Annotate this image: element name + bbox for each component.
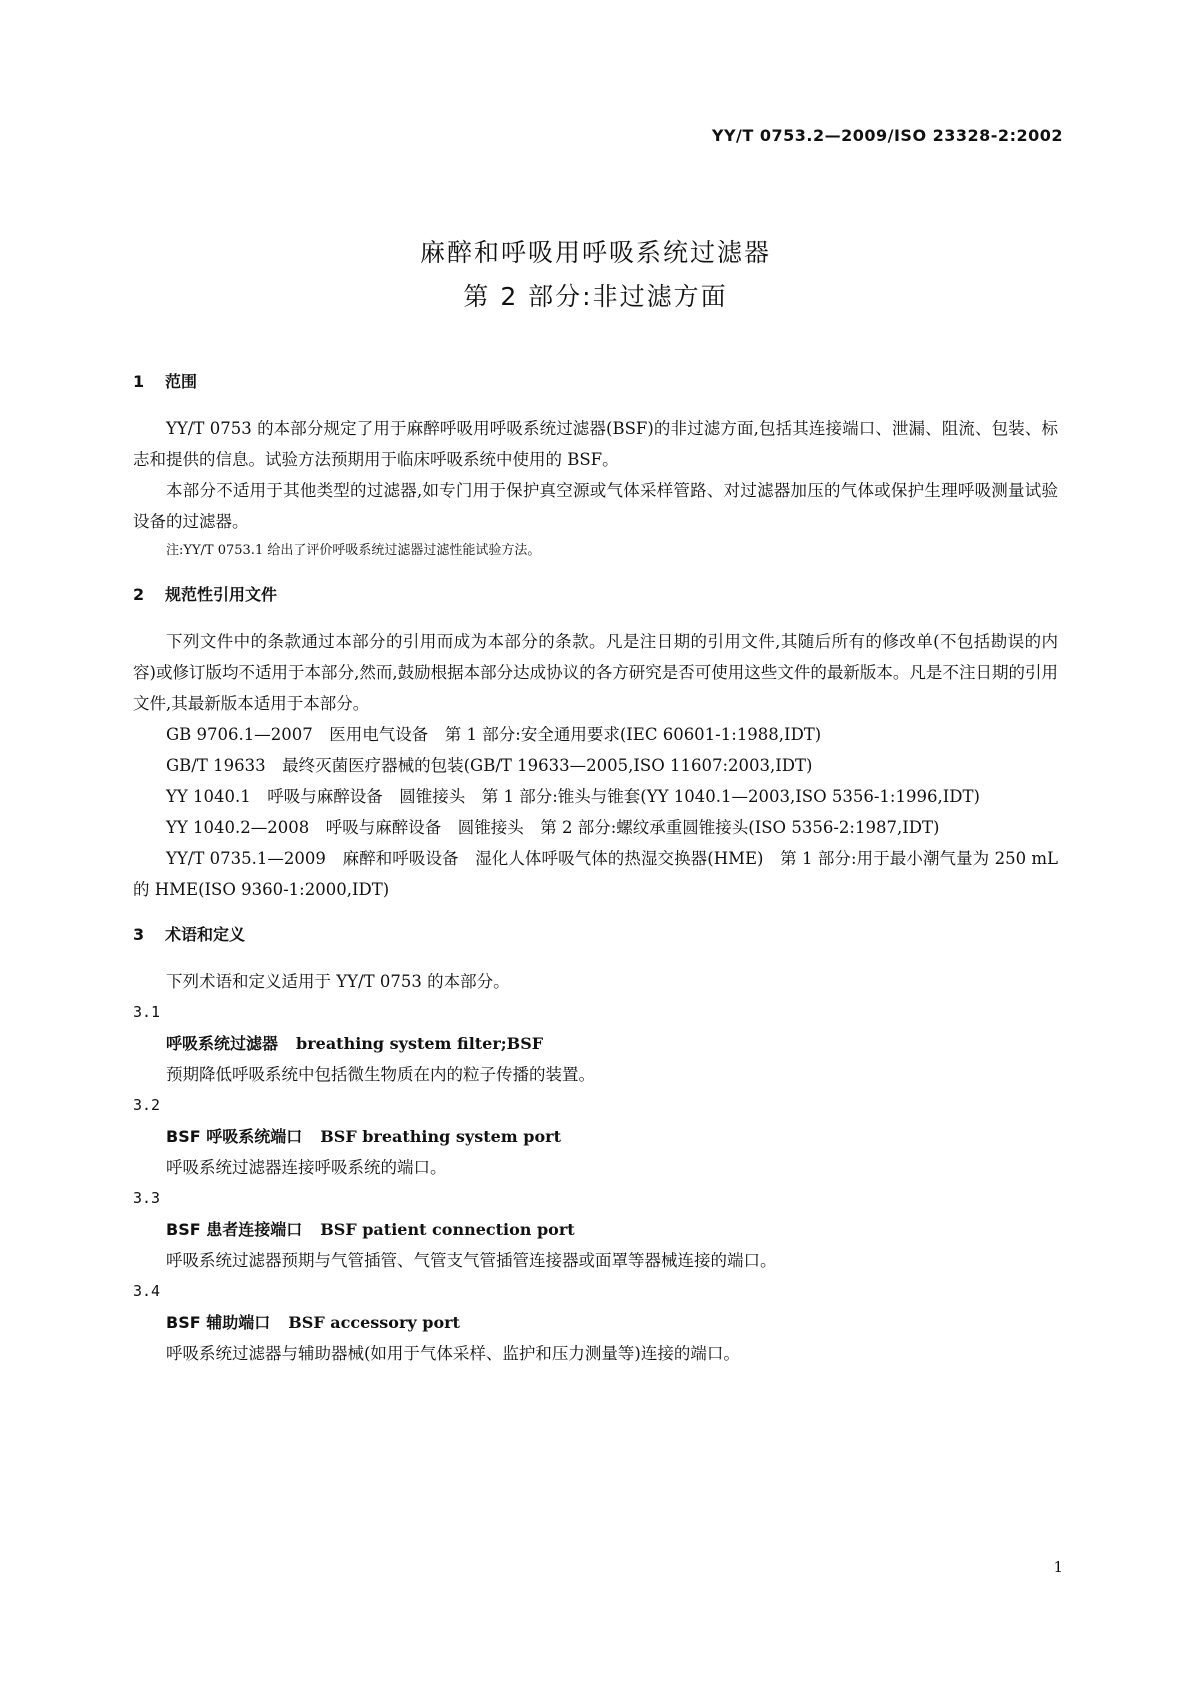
page-number: 1 [1053, 1558, 1063, 1576]
scope-paragraph-2: 本部分不适用于其他类型的过滤器,如专门用于保护真空源或气体采样管路、对过滤器加压的气体或保护生理呼吸测量试验设备的过滤器。 [133, 481, 1058, 531]
term-definition: 呼吸系统过滤器与辅助器械(如用于气体采样、监护和压力测量等)连接的端口。 [166, 1344, 740, 1363]
term-definition: 呼吸系统过滤器预期与气管插管、气管支气管插管连接器或面罩等器械连接的端口。 [166, 1251, 777, 1270]
term-entry [133, 997, 1058, 1090]
reference-item: YY 1040.1 呼吸与麻醉设备 圆锥接头 第 1 部分:锥头与锥套(YY 1040.1—2003,ISO 5356-1:1996,IDT) [166, 787, 980, 806]
term-name-zh: 呼吸系统过滤器 [166, 1034, 279, 1053]
term-entry [133, 1276, 1058, 1369]
section-3-heading [133, 923, 1058, 947]
term-name-zh: BSF 呼吸系统端口 [166, 1127, 303, 1146]
term-definition: 呼吸系统过滤器连接呼吸系统的端口。 [166, 1158, 447, 1177]
term-name [133, 1307, 1058, 1338]
reference-item: YY 1040.2—2008 呼吸与麻醉设备 圆锥接头 第 2 部分:螺纹承重圆锥接头(ISO 5356-2:1987,IDT) [166, 818, 940, 837]
term-number: 3.2 [133, 1096, 161, 1114]
standard-code: YY/T 0753.2—2009/ISO 23328-2:2002 [711, 126, 1063, 145]
term-number: 3.3 [133, 1189, 161, 1207]
section-number: 1 [133, 372, 145, 391]
term-entry [133, 1183, 1058, 1276]
scope-paragraph-1: YY/T 0753 的本部分规定了用于麻醉呼吸用呼吸系统过滤器(BSF)的非过滤方面,包括其连接端口、泄漏、阻流、包装、标志和提供的信息。试验方法预期用于临床呼吸系统中使用的 BSF。 [133, 419, 1058, 469]
section-2-heading [133, 583, 1058, 607]
reference-item: GB/T 19633 最终灭菌医疗器械的包装(GB/T 19633—2005,ISO 11607:2003,IDT) [166, 756, 813, 775]
term-name-zh: BSF 患者连接端口 [166, 1220, 303, 1239]
term-name-en: BSF accessory port [288, 1313, 460, 1332]
term-entry [133, 1090, 1058, 1183]
section-title: 规范性引用文件 [165, 585, 278, 604]
scope-note: 注:YY/T 0753.1 给出了评价呼吸系统过滤器过滤性能试验方法。 [166, 543, 541, 558]
document-title-line2: 第 2 部分:非过滤方面 [463, 282, 728, 311]
term-name [133, 1121, 1058, 1152]
section-number: 3 [133, 925, 145, 944]
term-name-en: BSF breathing system port [320, 1127, 561, 1146]
term-name-en: BSF patient connection port [320, 1220, 575, 1239]
term-name-zh: BSF 辅助端口 [166, 1313, 271, 1332]
section-1-heading [133, 370, 1058, 394]
section-number: 2 [133, 585, 145, 604]
term-number: 3.4 [133, 1282, 161, 1300]
document-title-line1: 麻醉和呼吸用呼吸系统过滤器 [419, 238, 771, 267]
term-definition: 预期降低呼吸系统中包括微生物质在内的粒子传播的装置。 [166, 1065, 595, 1084]
section-title: 范围 [165, 372, 198, 391]
term-name [133, 1028, 1058, 1059]
document-body [133, 370, 1058, 1369]
terms-intro: 下列术语和定义适用于 YY/T 0753 的本部分。 [166, 972, 510, 991]
reference-item: YY/T 0735.1—2009 麻醉和呼吸设备 湿化人体呼吸气体的热湿交换器(HME) 第 1 部分:用于最小潮气量为 250 mL 的 HME(ISO 9360-1:2000,IDT) [133, 849, 1058, 899]
term-name [133, 1214, 1058, 1245]
reference-item: GB 9706.1—2007 医用电气设备 第 1 部分:安全通用要求(IEC 60601-1:1988,IDT) [166, 725, 822, 744]
term-name-en: breathing system filter;BSF [296, 1034, 544, 1053]
section-title: 术语和定义 [165, 925, 246, 944]
references-intro: 下列文件中的条款通过本部分的引用而成为本部分的条款。凡是注日期的引用文件,其随后所有的修改单(不包括勘误的内容)或修订版均不适用于本部分,然而,鼓励根据本部分达成协议的各方研究是否可使用这些文件的最新版本。凡是不注日期的引用文件,其最新版本适用于本部分。 [133, 632, 1058, 713]
term-number: 3.1 [133, 1003, 161, 1021]
